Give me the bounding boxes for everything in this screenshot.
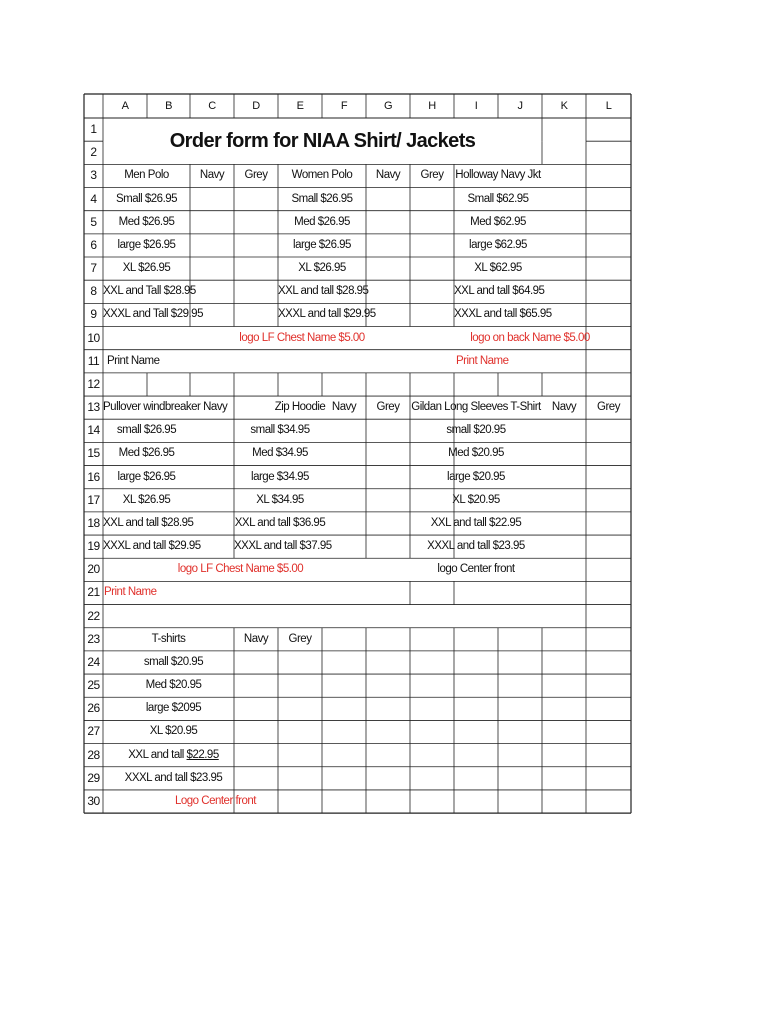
grey-header: Grey <box>288 632 312 645</box>
women-polo-size: Small $26.95 <box>291 192 353 205</box>
row-header-7[interactable]: 7 <box>90 261 97 276</box>
windbreaker-size: XXL and tall $28.95 <box>103 516 194 529</box>
men-polo-size: XL $26.95 <box>122 262 171 275</box>
holloway-size: XXXL and tall $65.95 <box>454 308 552 321</box>
holloway-size: XXL and tall $64.95 <box>454 285 545 298</box>
holloway-size: Small $62.95 <box>467 192 529 205</box>
men-polo-size: Med $26.95 <box>118 215 175 228</box>
column-header-g[interactable]: G <box>383 100 393 112</box>
row-header-23[interactable]: 23 <box>87 631 100 646</box>
row-header-18[interactable]: 18 <box>87 515 100 530</box>
men-polo-size: XXXL and Tall $29.95 <box>103 308 203 321</box>
men-polo-header: Men Polo <box>124 169 169 182</box>
men-polo-size: Small $26.95 <box>115 192 178 205</box>
row-header-15[interactable]: 15 <box>87 446 100 461</box>
tshirt-size: small $20.95 <box>143 655 204 668</box>
row-header-26[interactable]: 26 <box>87 701 100 716</box>
gildan-size: XL $20.95 <box>452 493 500 506</box>
logo-back-note: logo on back Name $5.00 <box>470 331 590 344</box>
row-header-5[interactable]: 5 <box>90 214 97 229</box>
row-header-27[interactable]: 27 <box>87 724 100 739</box>
row-header-2[interactable]: 2 <box>90 145 97 160</box>
row-header-24[interactable]: 24 <box>87 654 100 669</box>
navy-header: Navy <box>243 632 269 645</box>
row-header-8[interactable]: 8 <box>90 284 97 299</box>
column-header-f[interactable]: F <box>340 100 348 112</box>
zip-hoodie-size: small $34.95 <box>250 424 310 437</box>
column-header-l[interactable]: L <box>605 100 612 112</box>
men-polo-size: large $26.95 <box>117 238 176 251</box>
windbreaker-size: XXXL and tall $29.95 <box>103 540 201 553</box>
tshirt-size: large $2095 <box>145 702 202 715</box>
print-name-label: Print Name <box>107 354 160 367</box>
logo-center-note: Logo Center front <box>174 794 256 807</box>
underlined-price: $22.95 <box>186 748 219 761</box>
gildan-size: XXXL and tall $23.95 <box>427 540 525 553</box>
tshirt-size: XXXL and tall $23.95 <box>124 771 223 784</box>
grey-header: Grey <box>420 169 444 182</box>
women-polo-header: Women Polo <box>291 169 353 182</box>
gildan-size: large $20.95 <box>447 470 505 483</box>
tshirt-size: Med $20.95 <box>145 679 202 692</box>
zip-hoodie-size: XXL and tall $36.95 <box>234 516 326 529</box>
column-header-j[interactable]: J <box>517 100 523 112</box>
holloway-jacket-header: Holloway Navy Jkt <box>455 169 541 182</box>
women-polo-size: XXXL and tall $29.95 <box>278 308 376 321</box>
print-name-label: Print Name <box>104 586 157 599</box>
row-header-9[interactable]: 9 <box>90 307 97 322</box>
gildan-size: Med $20.95 <box>448 447 504 460</box>
column-header-k[interactable]: K <box>560 100 568 112</box>
logo-lf-chest-note: logo LF Chest Name $5.00 <box>177 563 304 576</box>
row-header-21[interactable]: 21 <box>87 585 100 600</box>
row-header-28[interactable]: 28 <box>87 747 100 762</box>
holloway-size: large $62.95 <box>469 238 527 251</box>
tshirt-size: XL $20.95 <box>149 725 198 738</box>
women-polo-size: large $26.95 <box>293 238 351 251</box>
row-header-11[interactable]: 11 <box>87 353 100 368</box>
zip-hoodie-size: XL $34.95 <box>256 493 304 506</box>
gildan-header: Gildan Long Sleeves T-Shirt <box>411 401 541 414</box>
navy-header: Navy <box>331 401 357 414</box>
row-header-3[interactable]: 3 <box>90 168 97 183</box>
column-header-h[interactable]: H <box>428 100 436 112</box>
row-header-19[interactable]: 19 <box>87 539 100 554</box>
navy-header: Navy <box>199 169 225 182</box>
zip-hoodie-size: XXXL and tall $37.95 <box>234 540 332 553</box>
navy-header: Navy <box>551 401 577 414</box>
row-header-25[interactable]: 25 <box>87 678 100 693</box>
women-polo-size: XXL and tall $28.95 <box>278 285 369 298</box>
holloway-size: Med $62.95 <box>470 215 526 228</box>
row-header-12[interactable]: 12 <box>87 376 100 391</box>
row-header-4[interactable]: 4 <box>90 191 97 206</box>
tshirt-size: XXL and tall $22.95 <box>128 748 219 761</box>
women-polo-size: XL $26.95 <box>298 262 346 275</box>
row-header-6[interactable]: 6 <box>90 237 97 252</box>
windbreaker-size: large $26.95 <box>117 470 176 483</box>
row-header-14[interactable]: 14 <box>87 423 100 438</box>
column-header-e[interactable]: E <box>296 100 304 112</box>
logo-lf-chest-note: logo LF Chest Name $5.00 <box>239 331 365 344</box>
page-title: Order form for NIAA Shirt/ Jackets <box>169 130 476 153</box>
column-header-d[interactable]: D <box>252 100 260 112</box>
zip-hoodie-size: Med $34.95 <box>252 447 308 460</box>
gildan-size: small $20.95 <box>446 424 506 437</box>
row-header-1[interactable]: 1 <box>90 122 97 136</box>
windbreaker-size: Med $26.95 <box>118 447 175 460</box>
grey-header: Grey <box>597 401 620 414</box>
column-header-a[interactable]: A <box>121 100 129 112</box>
column-header-c[interactable]: C <box>208 100 216 112</box>
row-header-10[interactable]: 10 <box>87 330 100 345</box>
grey-header: Grey <box>376 401 400 414</box>
row-header-20[interactable]: 20 <box>87 562 100 577</box>
women-polo-size: Med $26.95 <box>294 215 350 228</box>
logo-center-note: logo Center front <box>437 563 515 576</box>
print-name-label: Print Name <box>456 354 509 367</box>
row-header-30[interactable]: 30 <box>87 793 100 808</box>
row-header-16[interactable]: 16 <box>87 469 100 484</box>
zip-hoodie-header: Zip Hoodie <box>274 401 326 414</box>
row-header-13[interactable]: 13 <box>87 400 100 415</box>
zip-hoodie-size: large $34.95 <box>251 470 309 483</box>
windbreaker-size: XL $26.95 <box>122 493 171 506</box>
row-header-17[interactable]: 17 <box>87 492 100 507</box>
column-header-i[interactable]: I <box>474 100 478 112</box>
tshirts-header: T-shirts <box>151 632 186 645</box>
grey-header: Grey <box>244 169 268 182</box>
navy-header: Navy <box>375 169 401 182</box>
windbreaker-header: Pullover windbreaker Navy <box>103 401 228 414</box>
gildan-size: XXL and tall $22.95 <box>430 516 522 529</box>
row-header-22[interactable]: 22 <box>87 608 100 623</box>
row-header-29[interactable]: 29 <box>87 770 100 785</box>
holloway-size: XL $62.95 <box>474 262 522 275</box>
men-polo-size: XXL and Tall $28.95 <box>103 285 196 298</box>
column-header-b[interactable]: B <box>165 100 172 112</box>
windbreaker-size: small $26.95 <box>116 424 177 437</box>
